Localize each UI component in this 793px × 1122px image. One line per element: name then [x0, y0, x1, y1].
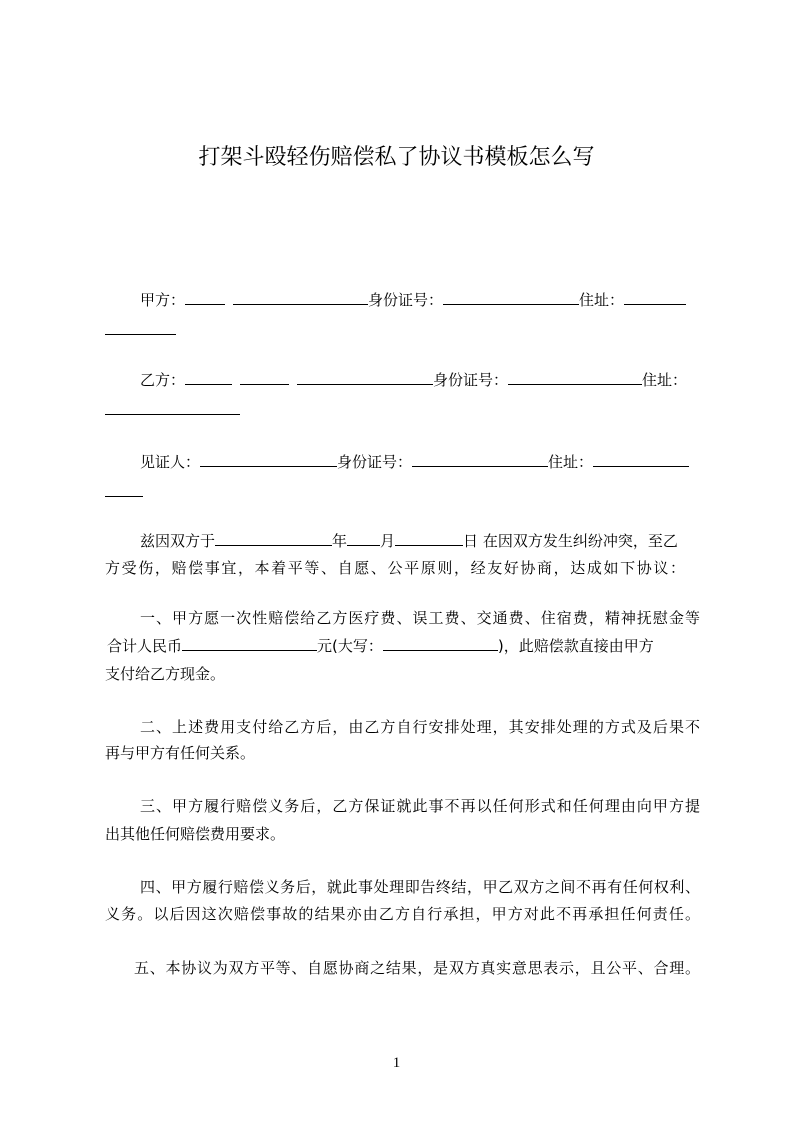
witness-id-blank — [412, 452, 548, 467]
clause-2-line-1: 二、上述费用支付给乙方后，由乙方自行安排处理，其安排处理的方式及后果不 — [140, 718, 700, 736]
year-label: 年 — [332, 532, 348, 550]
party-a-address-blank — [624, 290, 686, 305]
intro-text-2: 日 在因双方发生纠纷冲突，至乙 — [463, 532, 678, 550]
party-b-line — [140, 370, 687, 390]
party-a-id-blank — [443, 290, 579, 305]
party-b-id-blank — [508, 370, 642, 385]
party-a-label: 甲方： — [140, 291, 186, 309]
clause-1-text: )，此赔偿款直接由甲方 — [497, 637, 654, 655]
intro-text: 兹因双方于 — [140, 532, 216, 550]
witness-id-label: 身份证号： — [337, 453, 413, 471]
clause-3-line-2: 出其他任何赔偿费用要求。 — [105, 825, 286, 843]
capital-label: 元(大写： — [317, 637, 383, 655]
party-a-address-label: 住址： — [579, 291, 625, 309]
witness-address-label: 住址： — [548, 453, 594, 471]
clause-1-line-3: 支付给乙方现金。 — [105, 665, 226, 683]
party-a-blank — [233, 290, 368, 305]
clause-2-line-2: 再与甲方有任何关系。 — [105, 744, 256, 762]
witness-line — [140, 452, 689, 472]
witness-name-blank — [200, 452, 337, 467]
date-day-blank — [215, 531, 332, 546]
party-a-name-blank — [185, 290, 225, 305]
party-b-label: 乙方： — [140, 371, 186, 389]
clause-3-line-1: 三、甲方履行赔偿义务后，乙方保证就此事不再以任何形式和任何理由向甲方提 — [140, 797, 700, 815]
amount-blank — [182, 636, 317, 651]
page-number: 1 — [392, 1055, 401, 1071]
clause-1-line-2 — [107, 636, 654, 656]
clause-1-line-1: 一、甲方愿一次性赔偿给乙方医疗费、误工费、交通费、住宿费，精神抚慰金等 — [140, 609, 700, 627]
party-a-line — [140, 290, 686, 310]
party-b-id-label: 身份证号： — [433, 371, 509, 389]
party-b-blank-1 — [185, 370, 232, 385]
clause-4-line-2: 义务。以后因这次赔偿事故的结果亦由乙方自行承担，甲方对此不再承担任何责任。 — [105, 905, 700, 923]
month-blank — [347, 531, 380, 546]
clause-5-line-1: 五、本协议为双方平等、自愿协商之结果，是双方真实意思表示，且公平、合理。 — [134, 959, 700, 977]
witness-label: 见证人： — [140, 453, 201, 471]
intro-line-2: 方受伤，赔偿事宜，本着平等、自愿、公平原则，经友好协商，达成如下协议： — [105, 559, 685, 577]
party-a-id-label: 身份证号： — [368, 291, 444, 309]
intro-line-1 — [140, 531, 678, 551]
party-b-blank-3 — [297, 370, 433, 385]
party-b-address-blank — [105, 400, 240, 415]
month-label: 月 — [380, 532, 396, 550]
day-blank — [395, 531, 463, 546]
witness-address-blank — [593, 452, 689, 467]
document-title: 打架斗殴轻伤赔偿私了协议书模板怎么写 — [198, 145, 595, 170]
party-b-blank-2 — [240, 370, 289, 385]
total-label: 合计人民币 — [107, 637, 183, 655]
clause-4-line-1: 四、甲方履行赔偿义务后，就此事处理即告终结，甲乙双方之间不再有任何权利、 — [140, 878, 700, 896]
witness-address-blank-cont — [105, 482, 143, 497]
amount-capital-blank — [383, 636, 498, 651]
party-a-address-blank-cont — [105, 320, 176, 335]
party-b-address-label: 住址： — [642, 371, 688, 389]
